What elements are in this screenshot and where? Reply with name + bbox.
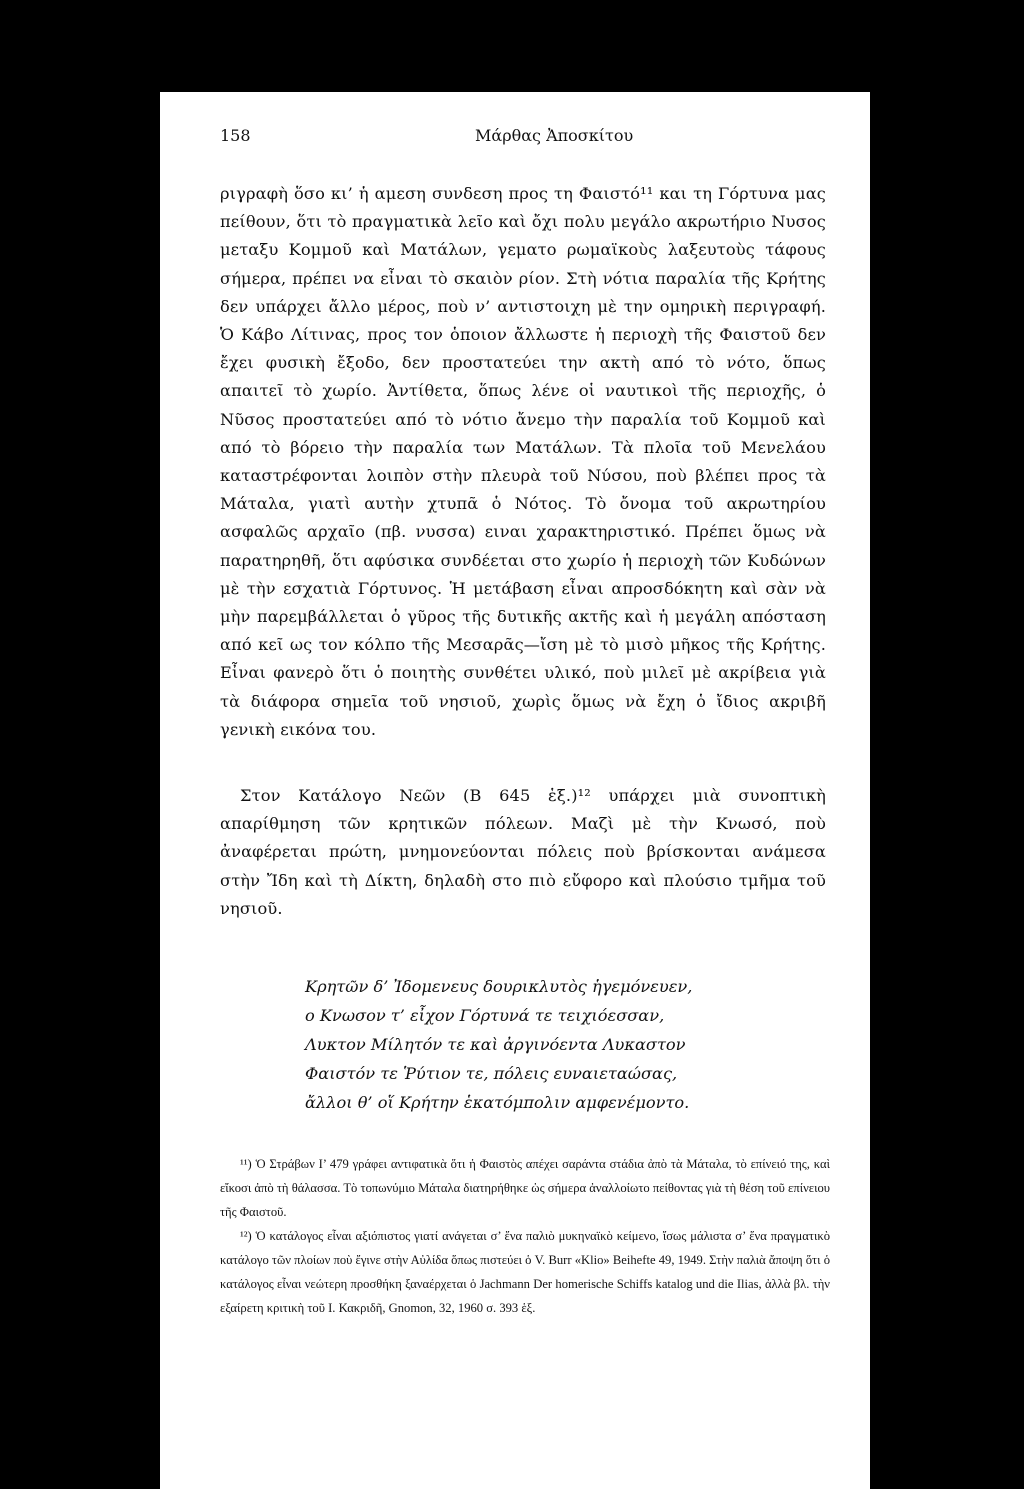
footnote: ¹¹) Ὁ Στράβων Ι’ 479 γράφει αντιφατικὰ ὅτι ἡ Φαιστὸς απέχει σαράντα στάδια ἀπὸ τὰ Μάταλα, τὸ επίνειό της, καὶ εἴκοσι ἀπὸ τὴ θάλασσα. Τὸ τοπωνύμιο Μάταλα διατηρήθηκε ὡς σήμερα ἀναλλοίωτο πείθοντας γιὰ τὴ θέση τοῦ επίνειου τῆς Φαιστοῦ. — [220, 1157, 830, 1219]
verse-line: ἄλλοι θ’ οἵ Κρήτην ἑκατόμπολιν αμφενέμοντο. — [305, 1093, 690, 1112]
verse-line: ο Κνωσον τ’ εἶχον Γόρτυνά τε τειχιόεσσαν, — [305, 1006, 665, 1025]
verse-line: Κρητῶν δ’ Ἰδομενευς δουρικλυτὸς ἡγεμόνευεν, — [305, 977, 693, 996]
footnote: ¹²) Ὁ κατάλογος εἶναι αξιόπιστος γιατί ανάγεται σ’ ἕνα παλιὸ μυκηναϊκὸ κείμενο, ἴσως μάλιστα σ’ ἕνα πραγματικὸ κατάλογο τῶν πλοίων ποὺ ἔγινε στὴν Αὐλίδα ὅπως πιστεύει ὁ V. Burr «Klio» Beihefte 49, 1949. Στὴν παλιὰ ἄποψη ὅτι ὁ κατάλογος εἶναι νεώτερη προσθήκη ξαναέρχεται ὁ Jachmann Der homerische Schiffs katalog und die Ilias, ἀλλὰ βλ. τὴν εξαίρετη κριτικὴ τοῦ Ι. Κακριδῆ, Gnomon, 32, 1960 σ. 393 ἑξ. — [220, 1229, 830, 1315]
paragraph: Στον Κατάλογο Νεῶν (Β 645 ἑξ.)¹² υπάρχει μιὰ συνοπτικὴ απαρίθμηση τῶν κρητικῶν πόλεων. Μαζὶ μὲ τὴν Κνωσό, ποὺ ἀναφέρεται πρώτη, μνημονεύονται πόλεις ποὺ βρίσκονται ανάμεσα στὴν Ἴδη καὶ τὴ Δίκτη, δηλαδὴ στο πιὸ εὔφορο καὶ πλούσιο τμῆμα τοῦ νησιοῦ. — [220, 786, 826, 918]
main-text — [220, 180, 826, 923]
verse-line: Λυκτον Μίλητόν τε καὶ ἀργινόεντα Λυκαστον — [305, 1035, 686, 1054]
footnotes — [220, 1152, 830, 1320]
verse-line: Φαιστόν τε Ῥύτιον τε, πόλεις ευναιεταώσας, — [305, 1064, 678, 1083]
book-page — [160, 92, 870, 1489]
running-title: Μάρθας Ἀποσκίτου — [475, 126, 634, 145]
verse-quotation — [305, 972, 825, 1117]
paragraph: ριγραφὴ ὅσο κι’ ἡ αμεση συνδεση προς τη Φαιστό¹¹ και τη Γόρτυνα μας πείθουν, ὅτι τὸ πραγματικὰ λεῖο καὶ ὄχι πολυ μεγάλο ακρωτήριο Νυσος μεταξυ Κομμοῦ καὶ Ματάλων, γεματο ρωμαϊκοὺς λαξευτοὺς τάφους σήμερα, πρέπει να εἶναι τὸ σκαιὸν ρίον. Στὴ νότια παραλία τῆς Κρήτης δεν υπάρχει ἄλλο μέρος, ποὺ ν’ αντιστοιχη μὲ την ομηρικὴ περιγραφή. Ὁ Κάβο Λίτινας, προς τον ὁποιον ἄλλωστε ἡ περιοχὴ τῆς Φαιστοῦ δεν ἔχει φυσικὴ ἔξοδο, δεν προστατεύει την ακτὴ από τὸ νότο, ὅπως απαιτεῖ τὸ χωρίο. Ἀντίθετα, ὅπως λένε οἱ ναυτικοὶ τῆς περιοχῆς, ὁ Νῦσος προστατεύει από τὸ νότιο ἄνεμο τὴν παραλία τοῦ Κομμοῦ καὶ από τὸ βόρειο τὴν παραλία των Ματάλων. Τὰ πλοῖα τοῦ Μενελάου καταστρέφονται λοιπὸν στὴν πλευρὰ τοῦ Νύσου, ποὺ βλέπει προς τὰ Μάταλα, γιατὶ αυτὴν χτυπᾶ ὁ Νότος. Τὸ ὄνομα τοῦ ακρωτηρίου ασφαλῶς αρχαῖο (πβ. νυσσα) ειναι χαρακτηριστικό. Πρέπει ὅμως νὰ παρατηρηθῆ, ὅτι αφύσικα συνδέεται στο χωρίο ἡ περιοχὴ τῶν Κυδώνων μὲ τὴν εσχατιὰ Γόρτυνος. Ἡ μετάβαση εἶναι απροσδόκητη καὶ σὰν νὰ μὴν παρεμβάλλεται ὁ γῦρος τῆς δυτικῆς ακτῆς καὶ ἡ μεγάλη απόσταση από κεῖ ως τον κόλπο τῆς Μεσαρᾶς—ἴση μὲ τὸ μισὸ μῆκος τῆς Κρήτης. Εἶναι φανερὸ ὅτι ὁ ποιητὴς συνθέτει υλικό, ποὺ μιλεῖ μὲ ακρίβεια γιὰ τὰ διάφορα σημεῖα τοῦ νησιοῦ, χωρὶς ὅμως νὰ ἔχη ὁ ἴδιος ακριβῆ γενικὴ εικόνα του. — [220, 184, 826, 739]
page-number: 158 — [220, 126, 251, 145]
